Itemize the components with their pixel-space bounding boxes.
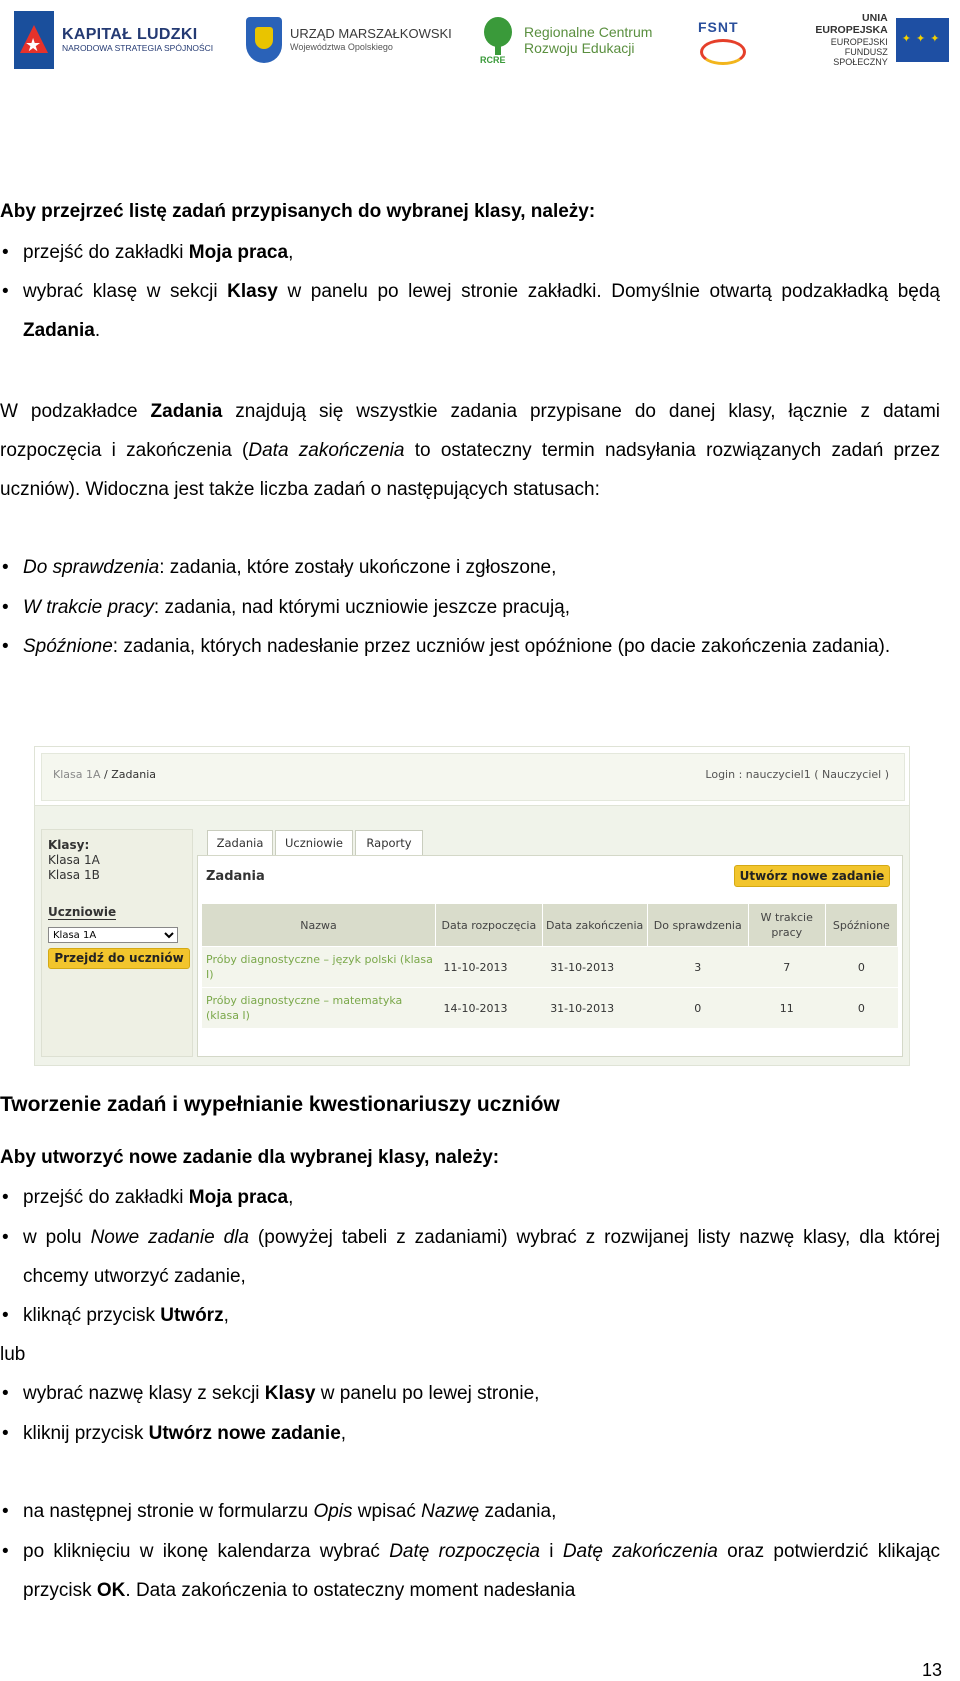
task-name-link[interactable]: Próby diagnostyczne – matematyka (klasa I) xyxy=(202,988,436,1029)
column-header[interactable]: W trakcie pracy xyxy=(748,904,825,947)
tab-zadania[interactable]: Zadania xyxy=(207,830,273,855)
section2-paragraph: W podzakładce Zadania znajdują się wszystkie zadania przypisane do danej klasy, łącznie z datami rozpoczęcia i zakończenia (Data zakończenia to ostateczny termin nadsyłania rozwiązanych zadań przez uczniów). Widoczna jest także liczba zadań o następujących statusach: xyxy=(0,401,941,500)
tab-uczniowie[interactable]: Uczniowie xyxy=(275,830,353,855)
create-task-button[interactable]: Utwórz nowe zadanie xyxy=(734,865,890,887)
section3-title: Tworzenie zadań i wypełnianie kwestionariuszy uczniów xyxy=(0,1093,560,1116)
rcre-logo xyxy=(480,8,652,72)
section3-heading: Aby utworzyć nowe zadanie dla wybranej klasy, należy: xyxy=(0,1147,500,1168)
breadcrumb: Klasa 1A / Zadania xyxy=(53,768,156,781)
login-info: Login : nauczyciel1 ( Nauczyciel ) xyxy=(705,768,889,781)
column-header[interactable]: Nazwa xyxy=(202,904,436,947)
kapital-ludzki-title: KAPITAŁ LUDZKI xyxy=(62,25,198,43)
kapital-ludzki-logo xyxy=(14,8,213,72)
app-screenshot xyxy=(34,746,910,1066)
go-to-students-button[interactable]: Przejdź do uczniów xyxy=(48,948,190,969)
page-number: 13 xyxy=(921,1660,942,1680)
class-select[interactable] xyxy=(48,927,178,943)
panel-title: Zadania xyxy=(206,869,265,884)
column-header[interactable]: Data zakończenia xyxy=(542,904,647,947)
bullet-icon: • xyxy=(2,1227,9,1248)
rcre-line1: Regionalne Centrum xyxy=(524,23,653,40)
table-row[interactable] xyxy=(202,947,898,988)
tasks-table xyxy=(202,904,898,1028)
urzad-title: URZĄD MARSZAŁKOWSKI xyxy=(290,26,452,42)
eye-icon xyxy=(694,15,748,65)
students-label: Uczniowie xyxy=(48,905,117,919)
sidebar xyxy=(41,829,193,1057)
breadcrumb-class-link[interactable]: Klasa 1A xyxy=(53,768,101,781)
task-in-progress-count: 11 xyxy=(748,988,825,1029)
bullet-icon: • xyxy=(2,1541,9,1562)
classes-label: Klasy: xyxy=(48,838,90,852)
task-end-date: 31-10-2013 xyxy=(542,988,647,1029)
eu-logo xyxy=(804,8,949,72)
task-start-date: 14-10-2013 xyxy=(436,988,543,1029)
app-topbar xyxy=(35,747,909,806)
kapital-ludzki-emblem-icon xyxy=(14,11,54,69)
sidebar-item-class-1b[interactable]: Klasa 1B xyxy=(48,868,100,882)
task-in-progress-count: 7 xyxy=(748,947,825,988)
column-header[interactable]: Data rozpoczęcia xyxy=(436,904,543,947)
bullet-icon: • xyxy=(2,636,9,657)
bullet-icon: • xyxy=(2,242,9,263)
eu-line3: FUNDUSZ SPOŁECZNY xyxy=(833,46,888,68)
bullet-icon: • xyxy=(2,1187,9,1208)
logo-header xyxy=(14,8,949,72)
rcre-line2: Rozwoju Edukacji xyxy=(524,40,635,56)
bullet-icon: • xyxy=(2,1305,9,1326)
task-end-date: 31-10-2013 xyxy=(542,947,647,988)
urzad-marszalkowski-logo xyxy=(246,8,452,72)
section1-heading: Aby przejrzeć listę zadań przypisanych do wybranej klasy, należy: xyxy=(0,201,596,222)
bullet-icon: • xyxy=(2,557,9,578)
coat-of-arms-icon xyxy=(246,17,282,63)
bullet-icon: • xyxy=(2,1423,9,1444)
fsnt-mark: FSNT xyxy=(698,19,739,35)
tasks-panel xyxy=(197,855,903,1057)
column-header[interactable]: Do sprawdzenia xyxy=(647,904,748,947)
table-row[interactable] xyxy=(202,988,898,1029)
kapital-ludzki-subtitle: NARODOWA STRATEGIA SPÓJNOŚCI xyxy=(62,43,214,54)
urzad-subtitle: Województwa Opolskiego xyxy=(290,42,393,53)
fsnt-logo xyxy=(694,8,748,72)
task-name-link[interactable]: Próby diagnostyczne – język polski (klasa I) xyxy=(202,947,436,988)
tree-icon xyxy=(480,15,516,65)
or-text: lub xyxy=(0,1344,26,1365)
column-header[interactable]: Spóźnione xyxy=(825,904,897,947)
bullet-icon: • xyxy=(2,1501,9,1522)
sidebar-item-class-1a[interactable]: Klasa 1A xyxy=(48,853,100,867)
bullet-icon: • xyxy=(2,1383,9,1404)
rcre-mark: RCRE xyxy=(480,55,506,65)
bullet-icon: • xyxy=(2,281,9,302)
breadcrumb-current: Zadania xyxy=(111,768,156,781)
task-late-count: 0 xyxy=(825,947,897,988)
eu-line2: EUROPEJSKI xyxy=(830,36,888,47)
task-late-count: 0 xyxy=(825,988,897,1029)
eu-flag-icon xyxy=(896,18,949,62)
bullet-icon: • xyxy=(2,597,9,618)
task-start-date: 11-10-2013 xyxy=(436,947,543,988)
task-to-check-count: 3 xyxy=(647,947,748,988)
eu-line1: UNIA EUROPEJSKA xyxy=(815,12,888,37)
task-to-check-count: 0 xyxy=(647,988,748,1029)
tab-raporty[interactable]: Raporty xyxy=(355,830,423,855)
